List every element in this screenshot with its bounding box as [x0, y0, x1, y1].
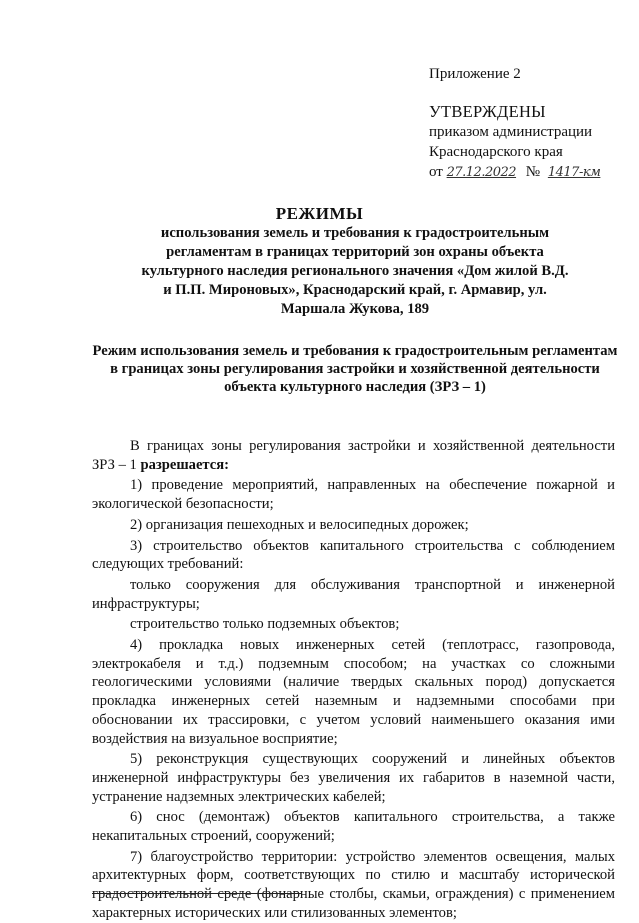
- document-subtitle: использования земель и требования к градостроительным регламентам в границах территорий зон охраны объекта культурного наследия регионального значения «Дом жилой В.Д. и П.П. Мироновых», Краснодарский край, г. Армавир, ул. Маршала Жукова, 189: [141, 225, 569, 317]
- appendix-label: Приложение 2: [429, 66, 521, 82]
- document-body: [92, 437, 615, 923]
- approved-label: УТВЕРЖДЕНЫ: [429, 102, 546, 121]
- approval-block: [429, 64, 629, 183]
- paragraph-item: 5) реконструкция существующих сооружений и линейных объектов инженерной инфраструктуры без увеличения их габаритов в наземной части, устранение надземных электрических кабелей;: [92, 751, 615, 805]
- handwritten-date: 27.12.2022: [446, 165, 517, 180]
- handwritten-number: 1417-км: [547, 165, 601, 180]
- paragraph-item: 7) благоустройство территории: устройство элементов освещения, малых архитектурных форм, соответствующих по стилю и масштабу исторической градостроительной среде (фонарные столбы, скамьи, ограждения) с применением характерных исторических или стилизованных элементов;: [92, 848, 615, 921]
- paragraph-item: 1) проведение мероприятий, направленных на обеспечение пожарной и экологической безопасности;: [92, 477, 615, 513]
- approval-date-number: [429, 162, 629, 183]
- intro-bold: разрешается:: [140, 456, 230, 473]
- footnote-divider: [92, 893, 302, 894]
- section-heading: Режим использования земель и требования к градостроительным регламентам в границах зоны регулирования застройки и хозяйственной деятельности объекта культурного наследия (ЗРЗ – 1): [92, 343, 618, 395]
- paragraph-item: только сооружения для обслуживания транспортной и инженерной инфраструктуры;: [92, 576, 615, 612]
- paragraph-item: строительство только подземных объектов;: [130, 616, 400, 633]
- date-prefix: от: [429, 164, 443, 180]
- approval-line-2: Краснодарского края: [429, 144, 563, 160]
- intro-paragraph: [92, 437, 615, 474]
- paragraph-item: 6) снос (демонтаж) объектов капитального строительства, а также некапитальных строений, сооружений;: [92, 809, 615, 845]
- approval-line-1: приказом администрации: [429, 124, 593, 140]
- number-sign: №: [525, 164, 541, 180]
- paragraph-item: 4) прокладка новых инженерных сетей (теплотрасс, газопровода, электрокабеля и т.д.) подземным способом; на участках со сложными геологическими условиями (наличие твердых скальных пород) допускается прокладка инженерных сетей наземным и надземными способами при обосновании их трассировки, с учетом условий наименьшего оказания ими воздействия на визуальное восприятие;: [92, 637, 615, 747]
- document-title: РЕЖИМЫ: [275, 204, 364, 223]
- paragraph-item: 3) строительство объектов капитального строительства с соблюдением следующих требований:: [92, 537, 615, 573]
- intro-text: В границах зоны регулирования застройки и хозяйственной деятельности ЗРЗ – 1: [92, 438, 615, 473]
- paragraph-item: 2) организация пешеходных и велосипедных дорожек;: [130, 516, 469, 533]
